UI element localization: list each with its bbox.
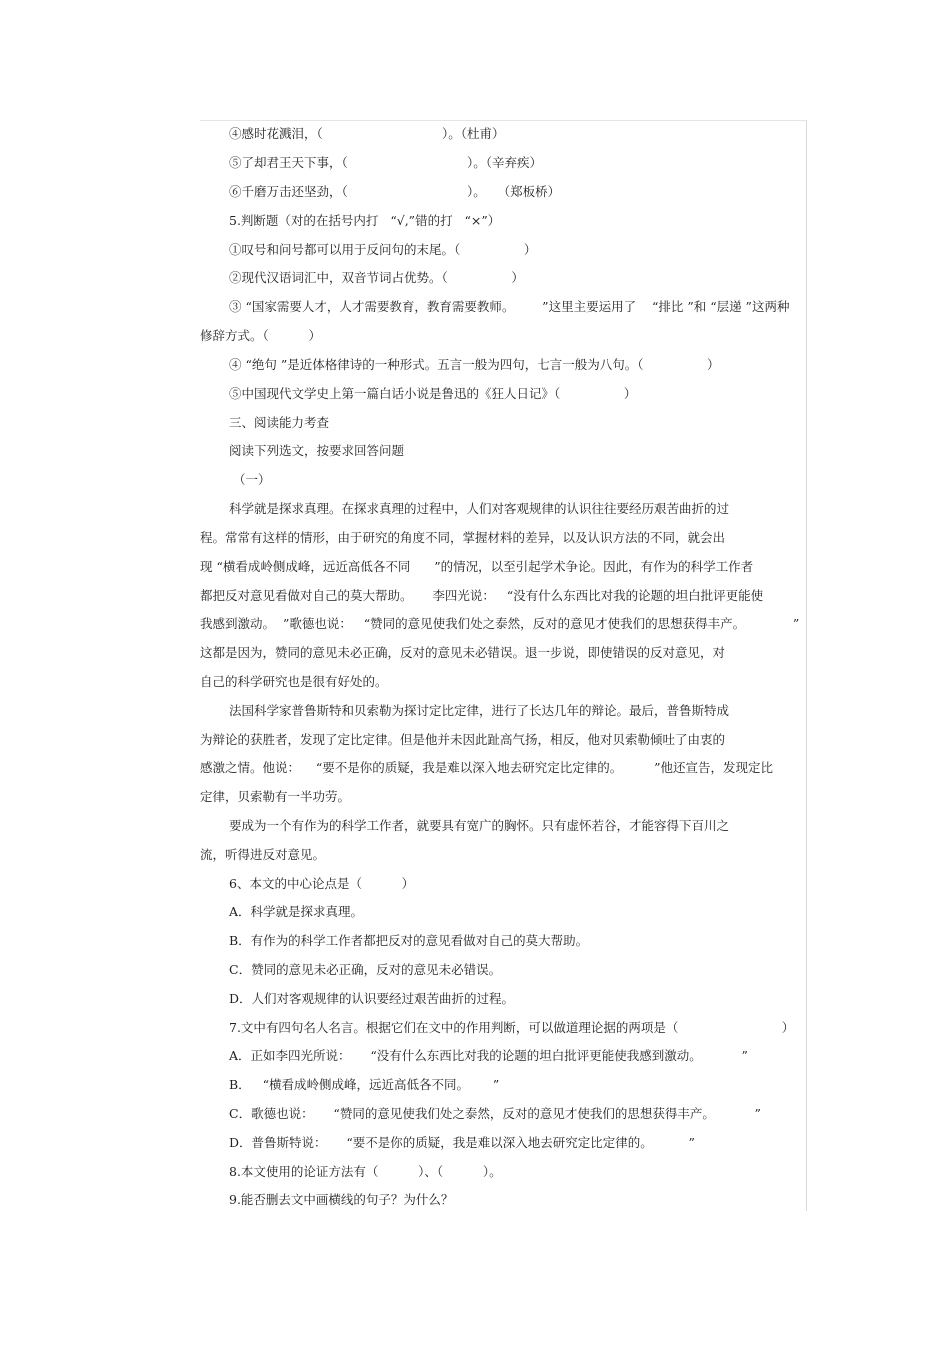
text-line: B． “横看成岭侧成峰，远近高低各不同。 ” [229,1077,500,1092]
text-line: 定律，贝索勒有一半功劳。 [200,789,351,804]
text-line: 为辩论的获胜者，发现了定比定律。但是他并未因此趾高气扬，相反，他对贝索勒倾吐了由衷的 [200,732,726,747]
text-line: 法国科学家普鲁斯特和贝索勒为探讨定比定律，进行了长达几年的辩论。最后，普鲁斯特成 [229,703,730,718]
text-line: 都把反对意见看做对自己的莫大帮助。 李四光说： “没有什么东西比对我的论题的坦白批评更能使 [200,588,764,603]
text-line: 8.本文使用的论证方法有（ ）、（ ）。 [229,1164,502,1179]
text-line: 7.文中有四句名人名言。根据它们在文中的作用判断，可以做道理论据的两项是（ ） [229,1020,795,1035]
text-line: D．普鲁斯特说： “要不是你的质疑，我是难以深入地去研究定比定律的。 ” [229,1135,695,1150]
text-line: 感激之情。他说： “要不是你的质疑，我是难以深入地去研究定比定律的。 ”他还宣告，发现定比 [200,760,773,775]
text-line: 修辞方式。（ ） [200,328,321,343]
text-line: 三、阅读能力考查 [229,415,330,430]
text-line: 要成为一个有作为的科学工作者，就要具有宽广的胸怀。只有虚怀若谷，才能容得下百川之 [229,818,730,833]
text-line: 这都是因为，赞同的意见未必正确，反对的意见未必错误。退一步说，即使错误的反对意见，对 [200,645,726,660]
text-line: A．科学就是探求真理。 [229,904,364,919]
text-line: 我感到激动。 ”歌德也说： “赞同的意见使我们处之泰然，反对的意见才使我们的思想获得丰产。 ” [200,616,800,631]
text-line: 程。常常有这样的情形，由于研究的角度不同，掌握材料的差异，以及认识方法的不同，就会出 [200,530,726,545]
text-line: ⑤了却君王天下事，（ ）。（辛弃疾） [229,155,542,170]
text-line: 流，听得进反对意见。 [200,847,326,862]
text-line: 科学就是探求真理。在探求真理的过程中，人们对客观规律的认识往往要经历艰苦曲折的过 [229,501,730,516]
text-line: 6、本文的中心论点是（ ） [229,876,415,891]
text-line: （一） [233,472,271,487]
text-line: A．正如李四光所说： “没有什么东西比对我的论题的坦白批评更能使我感到激动。 ” [229,1048,748,1063]
text-line: ⑤中国现代文学史上第一篇白话小说是鲁迅的《狂人日记》（ ） [229,386,637,401]
text-line: B．有作为的科学工作者都把反对的意见看做对自己的莫大帮助。 [229,933,589,948]
text-line: C．歌德也说： “赞同的意见使我们处之泰然，反对的意见才使我们的思想获得丰产。 ” [229,1106,761,1121]
text-line: ③ “国家需要人才，人才需要教育，教育需要教师。 ”这里主要运用了 “排比 ”和 “层递 ”这两种 [229,299,790,314]
text-line: C．赞同的意见未必正确，反对的意见未必错误。 [229,962,502,977]
text-line: ②现代汉语词汇中，双音节词占优势。（ ） [229,270,524,285]
text-line: 5.判断题（对的在括号内打 “√,”错的打 “×”） [229,213,501,228]
text-line: ⑥千磨万击还坚劲，（ ）。 （郑板桥） [229,184,561,199]
text-line: 阅读下列选文，按要求回答问题 [229,443,405,458]
text-line: D．人们对客观规律的认识要经过艰苦曲折的过程。 [229,991,515,1006]
text-line: 自己的科学研究也是很有好处的。 [200,674,388,689]
text-line: ④ “绝句 ”是近体格律诗的一种形式。五言一般为四句，七言一般为八句。（ ） [229,357,720,372]
text-line: ①叹号和问号都可以用于反问句的末尾。（ ） [229,242,537,257]
text-line: 现 “横看成岭侧成峰，远近高低各不同 ”的情况，以至引起学术争论。因此，有作为的科学工作者 [200,559,754,574]
text-line: 9.能否删去文中画横线的句子？为什么？ [229,1192,454,1207]
text-line: ④感时花溅泪，（ ）。（杜甫） [229,126,505,141]
